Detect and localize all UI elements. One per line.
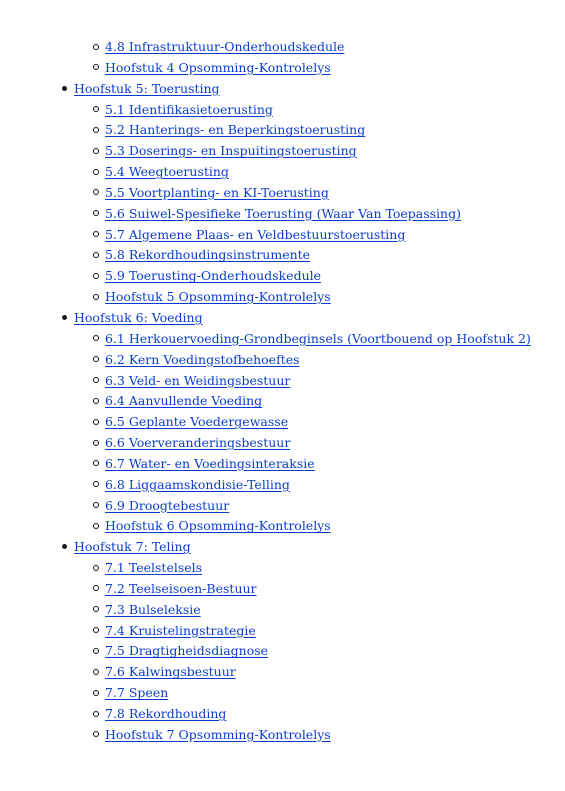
toc-subsection-item — [0, 727, 565, 748]
toc-subsection-item — [0, 393, 565, 414]
toc-subsection-link[interactable]: 5.5 Voortplanting- en KI-Toerusting — [105, 184, 329, 200]
toc-subsection-list — [0, 331, 565, 539]
circle-bullet-icon — [93, 606, 99, 612]
circle-bullet-icon — [93, 648, 99, 654]
toc-subsection-item — [0, 102, 565, 123]
circle-bullet-icon — [93, 669, 99, 675]
toc-subsection-link[interactable]: 5.9 Toerusting-Onderhoudskedule — [105, 268, 322, 284]
toc-subsection-link[interactable]: 6.6 Voerveranderingsbestuur — [105, 435, 291, 451]
toc-subsection-link[interactable]: 7.5 Dragtigheidsdiagnose — [105, 643, 269, 659]
circle-bullet-icon — [93, 231, 99, 237]
circle-bullet-icon — [93, 460, 99, 466]
toc-subsection-item — [0, 164, 565, 185]
circle-bullet-icon — [93, 419, 99, 425]
toc-chapter-item — [0, 310, 565, 539]
toc-chapter-item — [0, 539, 565, 747]
toc-subsection-item — [0, 331, 565, 352]
circle-bullet-icon — [93, 273, 99, 279]
toc-subsection-link[interactable]: 6.4 Aanvullende Voeding — [105, 393, 263, 409]
toc-subsection-link[interactable]: 5.6 Suiwel-Spesifieke Toerusting (Waar Van Toepassing) — [105, 205, 461, 221]
disc-bullet-icon — [62, 315, 67, 320]
toc-subsection-item — [0, 498, 565, 519]
toc-subsection-item — [0, 664, 565, 685]
toc-subsection-item — [0, 268, 565, 289]
toc-chapter-row — [0, 81, 565, 102]
toc-subsection-link[interactable]: 5.4 Weegtoerusting — [105, 164, 229, 180]
toc-subsection-item — [0, 435, 565, 456]
circle-bullet-icon — [93, 189, 99, 195]
toc-subsection-item — [0, 39, 565, 60]
toc-subsection-item — [0, 206, 565, 227]
toc-subsection-link[interactable]: 5.3 Doserings- en Inspuitingstoerusting — [105, 143, 357, 159]
circle-bullet-icon — [93, 731, 99, 737]
circle-bullet-icon — [93, 106, 99, 112]
circle-bullet-icon — [93, 565, 99, 571]
circle-bullet-icon — [93, 690, 99, 696]
toc-subsection-item — [0, 352, 565, 373]
toc-subsection-link[interactable]: 7.1 Teelstelsels — [105, 560, 203, 576]
circle-bullet-icon — [93, 440, 99, 446]
toc-subsection-link[interactable]: Hoofstuk 4 Opsomming-Kontrolelys — [105, 59, 331, 75]
toc-subsection-item — [0, 143, 565, 164]
toc-subsection-link[interactable]: 7.4 Kruistelingstrategie — [105, 622, 256, 638]
circle-bullet-icon — [93, 627, 99, 633]
chapter-list — [0, 81, 565, 748]
toc-subsection-link[interactable]: 5.2 Hanterings- en Beperkingstoerusting — [105, 122, 366, 138]
toc-subsection-link[interactable]: 6.2 Kern Voedingstofbehoeftes — [105, 351, 300, 367]
toc-subsection-item — [0, 289, 565, 310]
toc-subsection-list — [0, 102, 565, 310]
toc-subsection-link[interactable]: 5.7 Algemene Plaas- en Veldbestuurstoerusting — [105, 226, 406, 242]
toc-subsection-item — [0, 602, 565, 623]
circle-bullet-icon — [93, 169, 99, 175]
toc-chapter-item — [0, 81, 565, 310]
toc-subsection-item — [0, 185, 565, 206]
circle-bullet-icon — [93, 148, 99, 154]
toc-subsection-item — [0, 477, 565, 498]
circle-bullet-icon — [93, 502, 99, 508]
orphan-sublist — [0, 39, 565, 81]
circle-bullet-icon — [93, 210, 99, 216]
toc-subsection-item — [0, 60, 565, 81]
circle-bullet-icon — [93, 585, 99, 591]
toc-subsection-item — [0, 623, 565, 644]
toc-subsection-item — [0, 227, 565, 248]
circle-bullet-icon — [93, 64, 99, 70]
toc-subsection-item — [0, 643, 565, 664]
toc-subsection-link[interactable]: 6.9 Droogtebestuur — [105, 497, 230, 513]
circle-bullet-icon — [93, 294, 99, 300]
toc-subsection-item — [0, 247, 565, 268]
circle-bullet-icon — [93, 252, 99, 258]
toc-subsection-link[interactable]: Hoofstuk 5 Opsomming-Kontrolelys — [105, 289, 331, 305]
toc-chapter-link[interactable]: Hoofstuk 7: Teling — [74, 539, 191, 555]
toc-subsection-link[interactable]: 7.2 Teelseisoen-Bestuur — [105, 580, 257, 596]
toc-subsection-item — [0, 560, 565, 581]
toc-chapter-row — [0, 539, 565, 560]
toc-subsection-link[interactable]: 7.8 Rekordhouding — [105, 706, 227, 721]
circle-bullet-icon — [93, 523, 99, 529]
toc-subsection-item — [0, 414, 565, 435]
circle-bullet-icon — [93, 398, 99, 404]
toc-subsection-item — [0, 581, 565, 602]
toc-chapter-link[interactable]: Hoofstuk 5: Toerusting — [74, 80, 220, 96]
toc-subsection-link[interactable]: 6.3 Veld- en Weidingsbestuur — [105, 372, 291, 388]
toc-subsection-list — [0, 560, 565, 748]
circle-bullet-icon — [93, 127, 99, 133]
toc-subsection-link[interactable]: 4.8 Infrastruktuur-Onderhoudskedule — [105, 39, 345, 54]
circle-bullet-icon — [93, 481, 99, 487]
toc-subsection-item — [0, 706, 565, 727]
toc-subsection-link[interactable]: 7.7 Speen — [105, 685, 169, 701]
circle-bullet-icon — [93, 377, 99, 383]
toc-subsection-item — [0, 685, 565, 706]
circle-bullet-icon — [93, 711, 99, 717]
circle-bullet-icon — [93, 356, 99, 362]
toc-subsection-link[interactable]: 6.7 Water- en Voedingsinteraksie — [105, 455, 315, 471]
toc-subsection-link[interactable]: 6.1 Herkouervoeding-Grondbeginsels (Voortbouend op Hoofstuk 2) — [105, 330, 531, 346]
circle-bullet-icon — [93, 335, 99, 341]
toc-subsection-link[interactable]: 5.8 Rekordhoudingsinstrumente — [105, 247, 311, 263]
toc-subsection-link[interactable]: 7.3 Bulseleksie — [105, 601, 201, 617]
toc-subsection-link[interactable]: 7.6 Kalwingsbestuur — [105, 664, 236, 680]
toc-subsection-item — [0, 122, 565, 143]
toc-chapter-link[interactable]: Hoofstuk 6: Voeding — [74, 309, 203, 325]
toc-subsection-item — [0, 518, 565, 539]
disc-bullet-icon — [62, 86, 67, 91]
toc-subsection-link[interactable]: Hoofstuk 6 Opsomming-Kontrolelys — [105, 518, 331, 534]
toc-subsection-link[interactable]: 6.8 Liggaamskondisie-Telling — [105, 476, 290, 492]
disc-bullet-icon — [62, 544, 67, 549]
toc-subsection-link[interactable]: Hoofstuk 7 Opsomming-Kontrolelys — [105, 726, 331, 742]
toc-subsection-item — [0, 456, 565, 477]
circle-bullet-icon — [93, 44, 99, 50]
toc-subsection-link[interactable]: 5.1 Identifikasietoerusting — [105, 101, 273, 117]
toc-subsection-link[interactable]: 6.5 Geplante Voedergewasse — [105, 414, 289, 430]
toc-chapter-row — [0, 310, 565, 331]
toc-subsection-item — [0, 373, 565, 394]
